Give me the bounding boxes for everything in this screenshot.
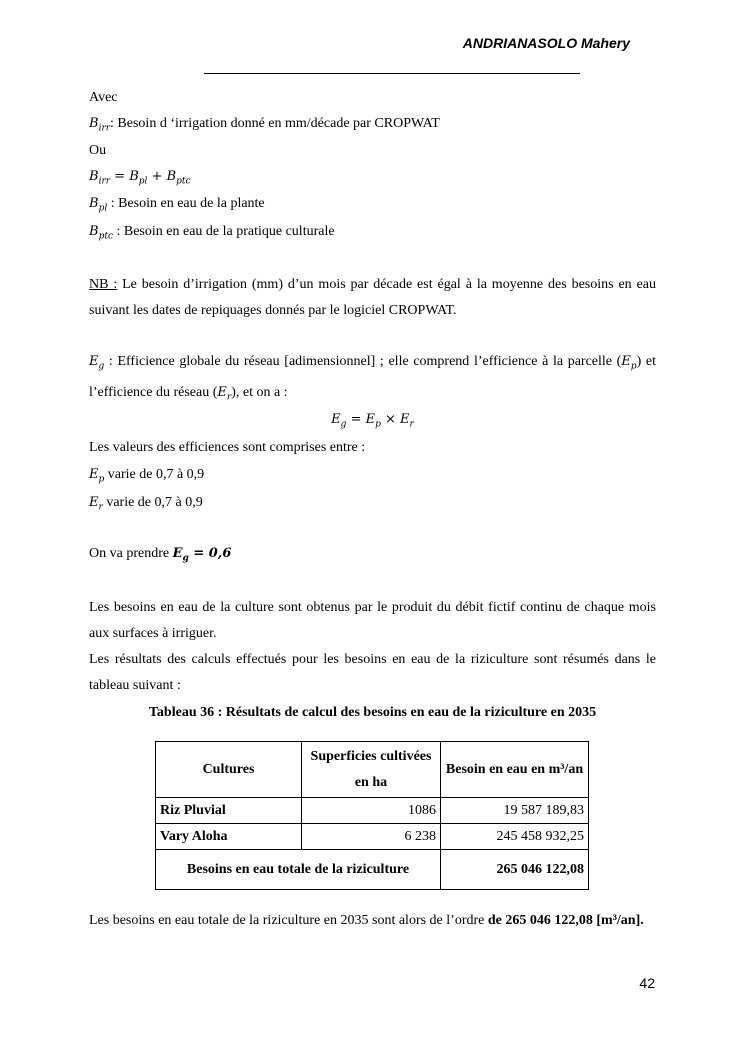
table-total-row xyxy=(156,850,589,890)
header-cultures: Cultures xyxy=(156,742,302,798)
b-pl-definition: $B_{pl}$ : Besoin en eau de la plante xyxy=(89,196,265,214)
cell-besoin: 19 587 189,83 xyxy=(441,798,589,824)
table-caption: Tableau 36 : Résultats de calcul des besoins en eau de la riziculture en 2035 xyxy=(148,705,597,720)
text-avec: Avec xyxy=(89,90,118,105)
results-table xyxy=(155,741,589,890)
header-rule xyxy=(204,73,580,74)
total-value: 265 046 122,08 xyxy=(441,850,589,890)
ep-range: $E_p$ varie de 0,7 à 0,9 xyxy=(89,467,205,485)
range-intro: Les valeurs des efficiences sont comprises entre : xyxy=(89,440,366,455)
paragraph-1: Les besoins en eau de la culture sont obtenus par le produit du débit fictif continu de chaque mois aux surfaces à irriguer. xyxy=(89,600,656,641)
b-irr-definition: $B_{irr}$: Besoin d ‘irrigation donné en mm/décade par CROPWAT xyxy=(89,116,440,134)
b-ptc-definition: $B_{ptc}$ : Besoin en eau de la pratique culturale xyxy=(89,224,335,242)
text-ou: Ou xyxy=(89,143,107,158)
total-label: Besoins en eau totale de la riziculture xyxy=(156,850,441,890)
cell-culture: Vary Aloha xyxy=(156,824,302,850)
cell-besoin: 245 458 932,25 xyxy=(441,824,589,850)
page-number: 42 xyxy=(639,975,655,991)
table-header-row xyxy=(156,742,589,798)
eg-definition: $E_g$ : Efficience globale du réseau [adimensionnel] ; elle comprend l’efficience à la parcelle $(E_p)$ et l’efficience du réseau $(E_r)$, et on a : xyxy=(89,354,657,403)
cell-superficie: 6 238 xyxy=(302,824,441,850)
table-row xyxy=(156,824,589,850)
eg-formula: $E_g = E_p \times E_r$ xyxy=(331,412,414,430)
header-superficie: Superficies cultivées en ha xyxy=(302,742,441,798)
cell-culture: Riz Pluvial xyxy=(156,798,302,824)
er-range: $E_r$ varie de 0,7 à 0,9 xyxy=(89,495,203,513)
conclusion-paragraph: Les besoins en eau totale de la riziculture en 2035 sont alors de l’ordre de 265 046 122,08 [m³/an]. xyxy=(89,913,644,928)
header-besoin: Besoin en eau en m³/an xyxy=(441,742,589,798)
paragraph-2: Les résultats des calculs effectués pour les besoins en eau de la riziculture sont résumés dans le tableau suivant : xyxy=(89,652,656,693)
nb-paragraph: NB : Le besoin d’irrigation (mm) d’un mois par décade est égal à la moyenne des besoins en eau suivant les dates de repiquages donnés par le logiciel CROPWAT. xyxy=(89,277,656,318)
header-author: ANDRIANASOLO Mahery xyxy=(462,35,630,51)
b-irr-formula: $B_{irr} = B_{pl} + B_{ptc}$ xyxy=(89,169,191,187)
table-row xyxy=(156,798,589,824)
cell-superficie: 1086 xyxy=(302,798,441,824)
eg-choice: On va prendre $E_g = 0,6$ xyxy=(89,546,232,564)
